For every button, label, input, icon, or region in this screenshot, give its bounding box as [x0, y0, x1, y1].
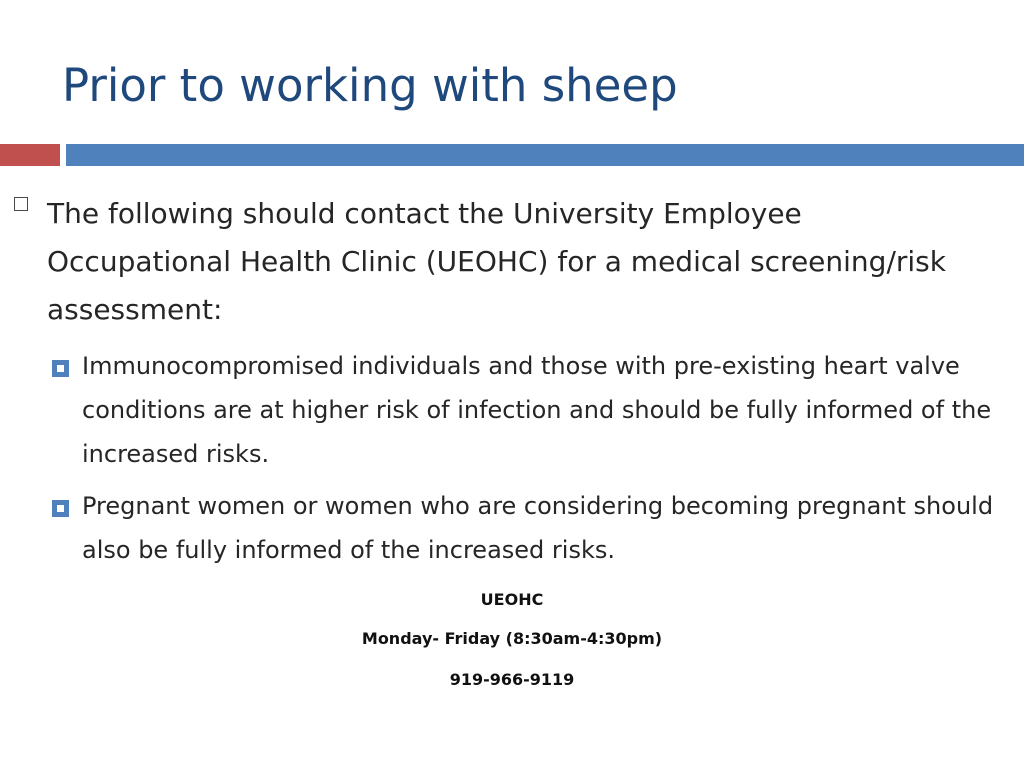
filled-square-bullet-icon [52, 500, 69, 517]
contact-phone: 919-966-9119 [449, 670, 575, 689]
sub-bullet-text: Pregnant women or women who are considering becoming pregnant should also be fully informed of the increased risks. [82, 492, 994, 564]
filled-square-bullet-icon [52, 360, 69, 377]
bullet-text: The following should contact the University Employee Occupational Health Clinic (UEOHC) for a medical screening/risk assessment: [47, 197, 946, 326]
contact-hours: Monday- Friday (8:30am-4:30pm) [361, 629, 663, 648]
accent-bar-red [0, 144, 60, 166]
accent-bar-blue [66, 144, 1024, 166]
hollow-square-icon [14, 197, 28, 211]
contact-name: UEOHC [480, 590, 544, 609]
sub-bullet-text: Immunocompromised individuals and those with pre-existing heart valve conditions are at higher risk of infection and should be fully informed of the increased risks. [82, 352, 992, 468]
slide-title: Prior to working with sheep [62, 59, 678, 112]
